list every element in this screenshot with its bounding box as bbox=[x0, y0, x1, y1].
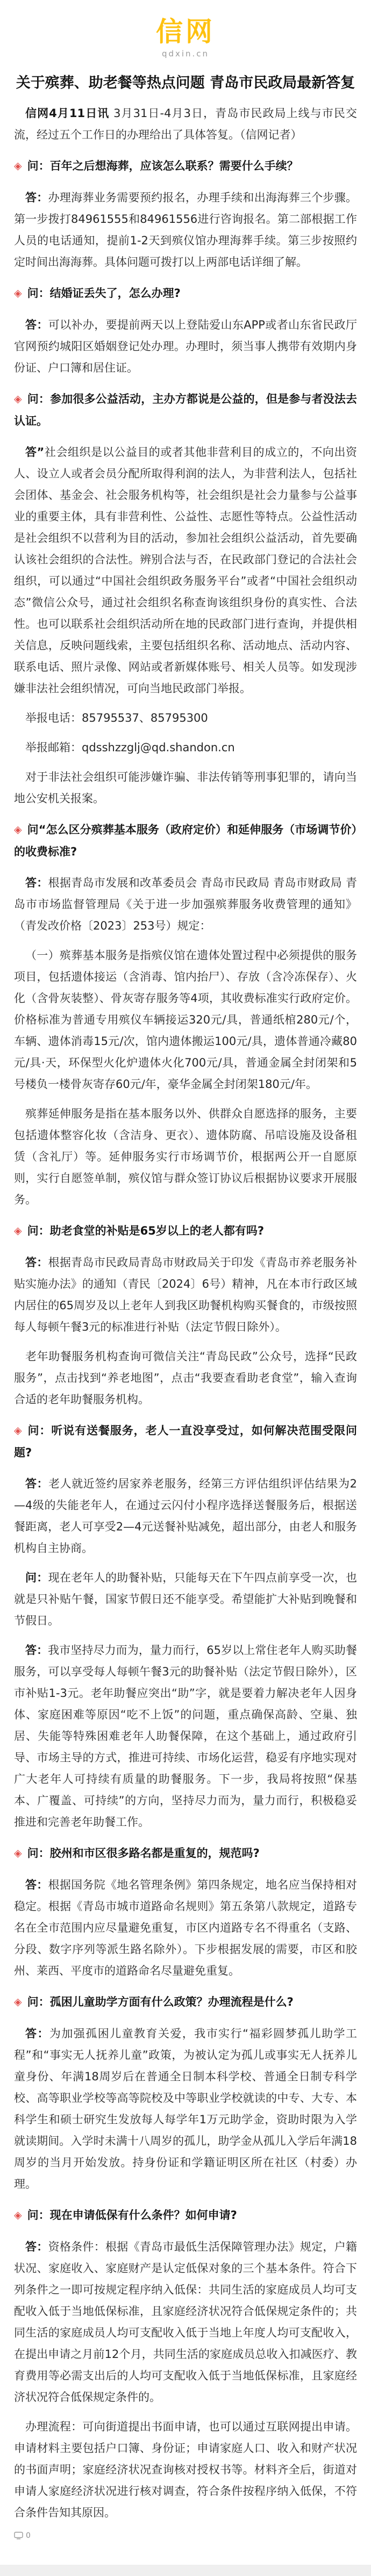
paragraph-prefix: 问： bbox=[25, 1571, 48, 1584]
question-diamond-icon: ◈ bbox=[14, 393, 22, 405]
question-text: 问：助老食堂的补贴是65岁以上的老人都有吗? bbox=[27, 1224, 265, 1237]
lead-paragraph bbox=[14, 103, 357, 146]
question bbox=[14, 1842, 357, 1864]
paragraph: （一）殡葬基本服务是指殡仪馆在遗体处置过程中必须提供的服务项目，包括遗体接运（含消毒、馆内抬尸）、存放（含冷冻保存）、火化（含骨灰装整）、骨灰寄存服务等4项，其收费标准实行政府定价。价格标准为普通专用殡仪车辆接运320元/具，普通纸棺280元/个，车辆、遗体消毒15元/次，馆内遗体搬运100元/具，遗体普通冷藏80元/具·天，环保型火化炉遗体火化700元/具，普通金属全封闭架和5号楼负一楼骨灰寄存60元/年，豪华金属全封闭架180元/年。 bbox=[14, 948, 357, 1091]
site-domain: qdxin.cn bbox=[161, 49, 210, 59]
question-text: 问：听说有送餐服务，老人一直没享受过，如何解决范围受限问题? bbox=[14, 1424, 357, 1459]
paragraph-prefix: 答： bbox=[25, 2027, 49, 2040]
paragraph-prefix: 答： bbox=[25, 1256, 48, 1269]
question bbox=[14, 2204, 357, 2226]
comment-count: 0 bbox=[26, 2531, 31, 2540]
question bbox=[14, 1220, 357, 1242]
paragraph: 老年助餐服务机构查询可微信关注“青岛民政”公众号，选择“民政服务”，点击找到“养老地图”，点击“我要查看助老食堂”，输入查询合适的老年助餐服务机构。 bbox=[14, 1349, 357, 1406]
question bbox=[14, 819, 357, 862]
comment-counter[interactable] bbox=[0, 2531, 371, 2540]
answer-paragraph: 答：办理海葬业务需要预约报名，办理手续和出海海葬三个步骤。第一步拨打84961555和84961556进行咨询报名。第二部根据工作人员的电话通知，提前1-2天到殡仪馆办理海葬手续。第三步按照约定时间出海海葬。具体问题可拨打以上两部电话详细了解。 bbox=[14, 191, 358, 269]
answer-paragraph: 答：根据青岛市民政局青岛市财政局关于印发《青岛市养老服务补贴实施办法》的通知（青民〔2024〕6号）精神，凡在本市行政区域内居住的65周岁及以上老年人到我区助餐机构购买餐食的，市级按照每人每顿午餐3元的标准进行补贴（法定节假日除外）。 bbox=[14, 1256, 358, 1333]
question-diamond-icon: ◈ bbox=[14, 1224, 22, 1237]
paragraph-prefix: 答： bbox=[25, 1643, 48, 1657]
answer-paragraph: 答：为加强孤困儿童教育关爱，我市实行“福彩圆梦孤儿助学工程”和“事实无人抚养儿童”政策，为被认定为孤儿或事实无人抚养儿童身份、年满18周岁后在普通全日制本科学校、普通全日制专科学校、高等职业学校等高等院校及中等职业学校就读的中专、大专、本科学生和硕士研究生发放每人每学年1万元助学金，资助时限为入学就读期间。入学时未满十八周岁的孤儿，助学金从孤儿入学后年满18周岁的当月开始发放。持身份证和学籍证明区所在社区（村委）办理。 bbox=[14, 2027, 357, 2190]
qa-list bbox=[14, 155, 357, 2523]
paragraph-prefix: 答： bbox=[25, 876, 48, 889]
question-diamond-icon: ◈ bbox=[14, 1996, 22, 2008]
question bbox=[14, 1991, 357, 2013]
lead-text: 3月31日-4月3日，青岛市民政局上线与市民交流，经过五个工作日的办理给出了具体答复。（信网记者） bbox=[14, 106, 357, 141]
question-text: 问：百年之后想海葬，应该怎么联系？需要什么手续？ bbox=[27, 159, 298, 172]
answer-paragraph: 答：根据国务院《地名管理条例》第四条规定，地名应当保持相对稳定。根据《青岛市城市道路命名规则》第五条第八款规定，道路专名在全市范围内应尽量避免重复，市区内道路专名不得重名（支路、分段、数字序列等派生路名除外）。下步根据发展的需要，市区和胶州、莱西、平度市的道路命名尽量避免重复。 bbox=[14, 1878, 358, 1977]
answer-paragraph: 问：现在老年人的助餐补贴，只能每天在下午四点前享受一次，也就是只补贴午餐，国家节假日还不能享受。希望能扩大补贴到晚餐和节假日。 bbox=[14, 1571, 358, 1627]
question-diamond-icon: ◈ bbox=[14, 823, 22, 836]
paragraph-prefix: 答： bbox=[25, 318, 48, 331]
answer-paragraph: 答：我市坚持尽力而为，量力而行，65岁以上常住老年人购买助餐服务，可以享受每人每顿午餐3元的助餐补贴（法定节假日除外），区市补贴1-3元。老年助餐应突出“助”字，就是要着力解决老年人因身体、家庭困难等原因“吃不上饭”的问题，重点确保高龄、空巢、独居、失能等特殊困难老年人助餐保障，在这个基础上，通过政府引导、市场主导的方式，推进可持续、市场化运营，稳妥有序地实现对广大老年人可持续有质量的助餐服务。下一步，我局将按照“保基本、广覆盖、可持续”的方向，坚持尽力而为，量力而行，积极稳妥推进和完善老年助餐工作。 bbox=[14, 1643, 357, 1828]
question-text: 问：胶州和市区很多路名都是重复的，规范吗? bbox=[27, 1846, 260, 1860]
question-text: 问：现在申请低保有什么条件？如何申请? bbox=[27, 2208, 237, 2222]
paragraph: 举报邮箱：qdsshzzglj@qd.shandon.cn bbox=[25, 741, 235, 754]
paragraph-prefix: 答” bbox=[25, 445, 45, 459]
site-header bbox=[0, 0, 371, 59]
paragraph: 举报电话：85795537、85795300 bbox=[25, 711, 208, 724]
question bbox=[14, 155, 357, 177]
comment-icon bbox=[14, 2531, 23, 2539]
question-diamond-icon: ◈ bbox=[14, 287, 22, 299]
question-text: 问：结婚证丢失了，怎么办理? bbox=[27, 286, 181, 300]
answer-paragraph: 答：根据青岛市发展和改革委员会 青岛市民政局 青岛市财政局 青岛市市场监督管理局《关于进一步加强殡葬服务收费管理的通知》（青发改价格〔2023〕253号）规定： bbox=[14, 876, 358, 932]
page-title: 关于殡葬、助老餐等热点问题 青岛市民政局最新答复 bbox=[16, 75, 355, 91]
lead-prefix: 信网4月11日讯 bbox=[25, 106, 110, 120]
paragraph: 办理流程：可向街道提出书面申请，也可以通过互联网提出申请。申请材料主要包括户口簿、身份证；申请家庭人口、收入和财产状况的书面声明；家庭经济状况查询核对授权书等。材料齐全后，街道对申请人家庭经济状况进行核对调查，符合条件按程序纳入低保，不符合条件告知其原因。 bbox=[14, 2420, 357, 2519]
answer-paragraph: 答”社会组织是以公益目的或者其他非营利目的成立的，不向出资人、设立人或者会员分配所取得利润的法人，为非营利法人，包括社会团体、基金会、社会服务机构等，社会组织是社会力量参与公益事业的重要主体，具有非营利性、公益性、志愿性等特点。公益性活动是社会组织不以营利为目的活动，参加社会组织公益活动，首先要确认该社会组织的合法性。辨别合法与否，在民政部门登记的合法社会组织，可以通过“中国社会组织政务服务平台”或者“中国社会组织动态”微信公众号，通过社会组织名称查询该组织身份的真实性、合法性。也可以联系社会组织活动所在地的民政部门进行查询，并提供相关信息，反映问题线索，主要包括组织名称、活动地点、活动内容、联系电话、照片录像、网站或者新媒体账号、相关人员等。如发现涉嫌非法社会组织情况，可向当地民政部门举报。 bbox=[14, 445, 358, 695]
question bbox=[14, 388, 357, 432]
question-diamond-icon: ◈ bbox=[14, 1424, 22, 1436]
answer-paragraph: 答：资格条件：根据《青岛市最低生活保障管理办法》规定，户籍状况、家庭收入、家庭财产是认定低保对象的三个基本条件。符合下列条件之一即可按规定程序纳入低保：共同生活的家庭成员人均可支配收入低于当地低保标准，且家庭经济状况符合低保规定条件的；共同生活的家庭成员人均可支配收入低于当地上年度人均可支配收入，在提出申请之月前12个月，共同生活的家庭成员总收入扣减医疗、教育费用等必需支出后的人均可支配收入低于当地低保标准，且家庭经济状况符合低保规定条件的。 bbox=[14, 2240, 358, 2404]
question bbox=[14, 282, 357, 304]
paragraph-prefix: 答： bbox=[25, 1477, 49, 1490]
answer-paragraph: 答：老人就近签约居家养老服务，经第三方评估组织评估结果为2—4级的失能老年人，在通过云闪付小程序选择送餐服务后，根据送餐距离，老人可享受2—4元送餐补贴减免，超出部分，由老人和服务机构自主协商。 bbox=[14, 1477, 358, 1555]
article-content bbox=[0, 103, 371, 2523]
site-logo: 信网 bbox=[156, 16, 215, 47]
question-diamond-icon: ◈ bbox=[14, 2209, 22, 2221]
paragraph-prefix: 答： bbox=[25, 1878, 48, 1891]
question bbox=[14, 1420, 357, 1463]
question-text: 问：孤困儿童助学方面有什么政策？办理流程是什么? bbox=[27, 1995, 294, 2008]
paragraph: 对于非法社会组织可能涉嫌诈骗、非法传销等刑事犯罪的，请向当地公安机关报案。 bbox=[14, 770, 357, 805]
paragraph-prefix: 答： bbox=[25, 2240, 48, 2253]
question-diamond-icon: ◈ bbox=[14, 159, 22, 172]
question-text: 问：参加很多公益活动，主办方都说是公益的，但是参与者没法去认证。 bbox=[14, 392, 357, 427]
paragraph-prefix: 答： bbox=[25, 191, 48, 204]
question-text: 问“怎么区分殡葬基本服务（政府定价）和延伸服务（市场调节价）的收费标准? bbox=[14, 823, 357, 858]
question-diamond-icon: ◈ bbox=[14, 1847, 22, 1859]
answer-paragraph: 答：可以补办，要提前两天以上登陆爱山东APP或者山东省民政厅官网预约城阳区婚姻登记处办理。办理时，须当事人携带有效期内身份证、户口簿和居住证。 bbox=[14, 318, 357, 374]
paragraph: 殡葬延伸服务是指在基本服务以外、供群众自愿选择的服务，主要包括遗体整容化妆（含洁身、更衣）、遗体防腐、吊唁设施及设备租赁（含礼厅）等。延伸服务实行市场调节价，根据两公开一自愿原则，实行自愿签单制，殡仪馆与群众签订协议后根据协议要求开展服务。 bbox=[14, 1107, 357, 1206]
footer-bar bbox=[0, 2565, 371, 2576]
